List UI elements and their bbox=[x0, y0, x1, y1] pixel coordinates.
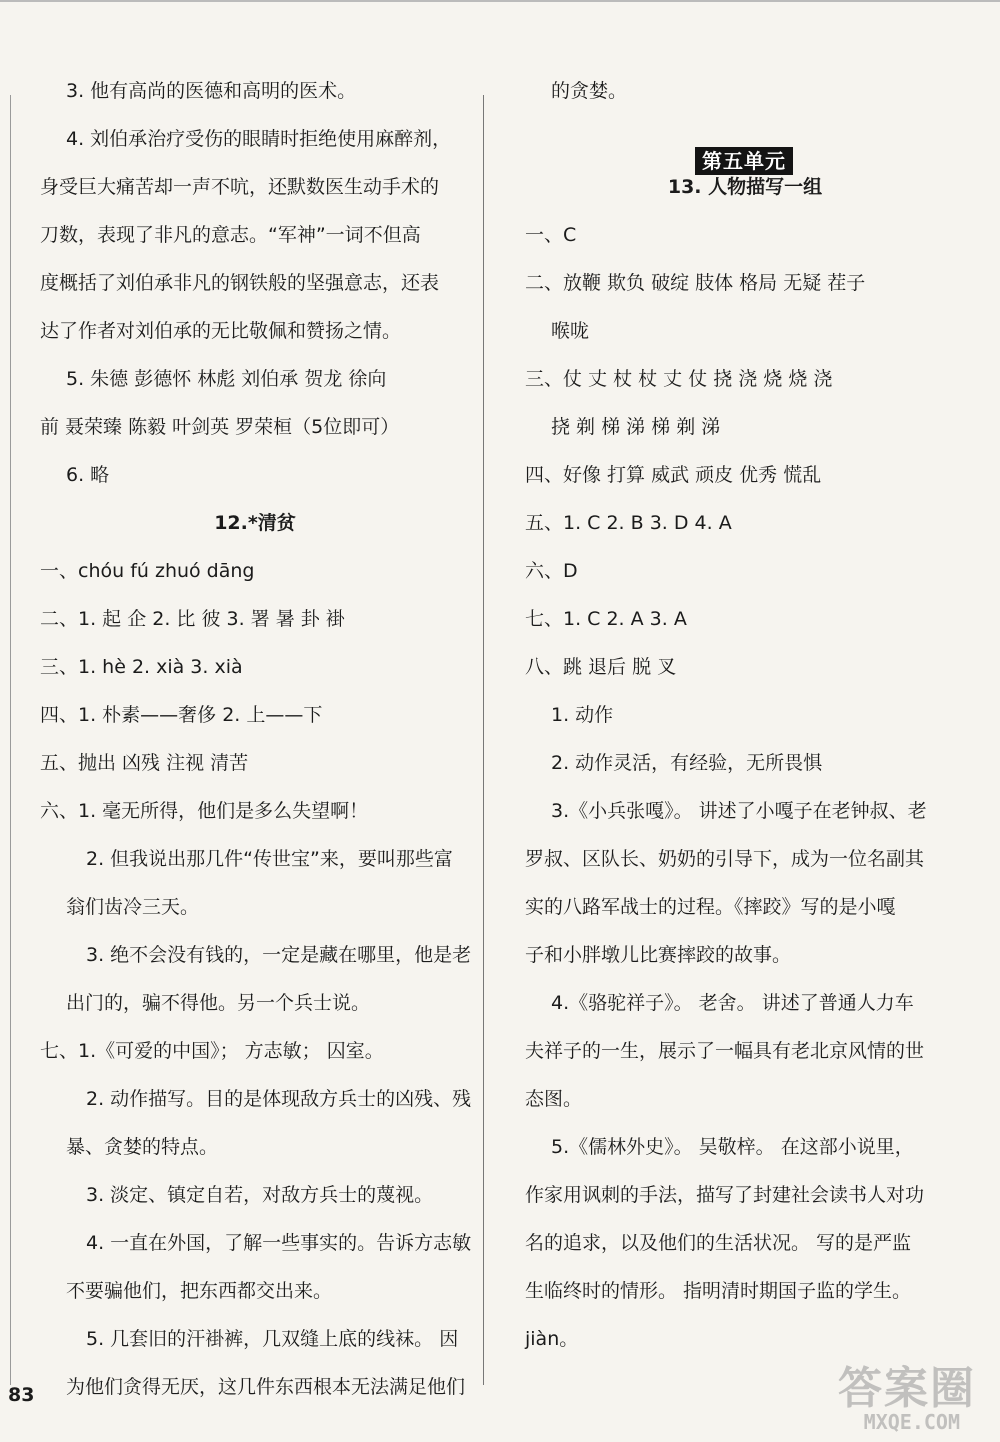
answer-line: 一、chóu fú zhuó dāng bbox=[40, 560, 255, 582]
answer-line: 二、放鞭 欺负 破绽 肢体 格局 无疑 茬子 bbox=[525, 272, 866, 294]
answer-line: 刀数，表现了非凡的意志。“军神”一词不但高 bbox=[40, 224, 421, 246]
answer-line: 实的八路军战士的过程。《摔跤》写的是小嘎 bbox=[525, 896, 896, 918]
answer-line: 六、1. 毫无所得，他们是多么失望啊！ bbox=[40, 800, 369, 822]
answer-line: 为他们贪得无厌，这几件东西根本无法满足他们 bbox=[66, 1376, 466, 1398]
answer-line: 态图。 bbox=[525, 1088, 583, 1110]
watermark-logo: 答案圈 bbox=[838, 1363, 976, 1414]
answer-line: 翁们齿冷三天。 bbox=[66, 896, 200, 918]
answer-line: 四、1. 朴素——奢侈 2. 上——下 bbox=[40, 704, 323, 726]
answer-line: 子和小胖墩儿比赛摔跤的故事。 bbox=[525, 944, 792, 966]
answer-line: 2. 动作灵活，有经验，无所畏惧 bbox=[551, 752, 823, 774]
answer-line: 不要骗他们，把东西都交出来。 bbox=[66, 1280, 333, 1302]
answer-line: 一、C bbox=[525, 224, 577, 246]
answer-line: jiàn。 bbox=[525, 1328, 579, 1350]
answer-line: 夫祥子的一生，展示了一幅具有老北京风情的世 bbox=[525, 1040, 925, 1062]
answer-line: 4. 一直在外国，了解一些事实的。告诉方志敏 bbox=[86, 1232, 472, 1254]
answer-line: 1. 动作 bbox=[551, 704, 614, 726]
top-border bbox=[0, 0, 1000, 2]
answer-line: 喉咙 bbox=[551, 320, 590, 342]
answer-line: 三、1. hè 2. xià 3. xià bbox=[40, 656, 243, 678]
answer-line: 6. 略 bbox=[66, 464, 110, 486]
answer-line: 五、1. C 2. B 3. D 4. A bbox=[525, 512, 732, 534]
answer-line: 八、跳 退后 脱 叉 bbox=[525, 656, 677, 678]
answer-line: 作家用讽刺的手法，描写了封建社会读书人对功 bbox=[525, 1184, 925, 1206]
right-column bbox=[525, 78, 965, 1374]
answer-line: 三、仗 丈 杖 杖 丈 仗 挠 浇 烧 烧 浇 bbox=[525, 368, 833, 390]
answer-line: 出门的，骗不得他。另一个兵士说。 bbox=[66, 992, 371, 1014]
answer-line: 身受巨大痛苦却一声不吭，还默数医生动手术的 bbox=[40, 176, 440, 198]
answer-line: 2. 但我说出那几件“传世宝”来，要叫那些富 bbox=[86, 848, 453, 870]
answer-line: 5.《儒林外史》。 吴敬梓。 在这部小说里， bbox=[551, 1136, 914, 1158]
answer-line: 前 聂荣臻 陈毅 叶剑英 罗荣桓（5位即可） bbox=[40, 416, 400, 438]
answer-line: 六、D bbox=[525, 560, 578, 582]
answer-line: 4.《骆驼祥子》。 老舍。 讲述了普通人力车 bbox=[551, 992, 914, 1014]
answer-line: 五、抛出 凶残 注视 清苦 bbox=[40, 752, 249, 774]
answer-line: 度概括了刘伯承非凡的钢铁般的坚强意志，还表 bbox=[40, 272, 440, 294]
section-title: 13. 人物描写一组 bbox=[667, 176, 823, 198]
answer-line: 3. 淡定、镇定自若，对敌方兵士的蔑视。 bbox=[86, 1184, 434, 1206]
answer-line: 3.《小兵张嘎》。 讲述了小嘎子在老钟叔、老 bbox=[551, 800, 927, 822]
answer-line: 七、1.《可爱的中国》； 方志敏； 囚室。 bbox=[40, 1040, 384, 1062]
answer-line: 暴、贪婪的特点。 bbox=[66, 1136, 219, 1158]
unit-five-banner: 第五单元 bbox=[695, 147, 793, 175]
section-title: 12.*清贫 bbox=[214, 512, 296, 534]
answer-line: 挠 剃 梯 涕 梯 剃 涕 bbox=[551, 416, 721, 438]
left-margin-line bbox=[10, 95, 11, 1385]
answer-line: 四、好像 打算 威武 顽皮 优秀 慌乱 bbox=[525, 464, 822, 486]
watermark-url: MXQE.COM bbox=[863, 1410, 960, 1434]
answer-line: 达了作者对刘伯承的无比敬佩和赞扬之情。 bbox=[40, 320, 402, 342]
answer-line: 3. 他有高尚的医德和高明的医术。 bbox=[66, 80, 357, 102]
answer-line: 5. 朱德 彭德怀 林彪 刘伯承 贺龙 徐向 bbox=[66, 368, 387, 390]
answer-line: 生临终时的情形。 指明清时期国子监的学生。 bbox=[525, 1280, 912, 1302]
answer-line: 3. 绝不会没有钱的，一定是藏在哪里，他是老 bbox=[86, 944, 472, 966]
answer-line: 2. 动作描写。目的是体现敌方兵士的凶残、残 bbox=[86, 1088, 472, 1110]
answer-line: 5. 几套旧的汗褂裤，几双缝上底的线袜。 因 bbox=[86, 1328, 459, 1350]
answer-line: 二、1. 起 企 2. 比 彼 3. 署 暑 卦 褂 bbox=[40, 608, 345, 630]
answer-line: 罗叔、区队长、奶奶的引导下，成为一位名副其 bbox=[525, 848, 925, 870]
page-number: 83 bbox=[8, 1384, 35, 1406]
answer-line: 七、1. C 2. A 3. A bbox=[525, 608, 687, 630]
answer-line: 名的追求，以及他们的生活状况。 写的是严监 bbox=[525, 1232, 912, 1254]
answer-line: 4. 刘伯承治疗受伤的眼睛时拒绝使用麻醉剂， bbox=[66, 128, 452, 150]
column-divider bbox=[483, 95, 484, 1385]
answer-line: 的贪婪。 bbox=[551, 80, 628, 102]
left-column bbox=[40, 78, 470, 1422]
